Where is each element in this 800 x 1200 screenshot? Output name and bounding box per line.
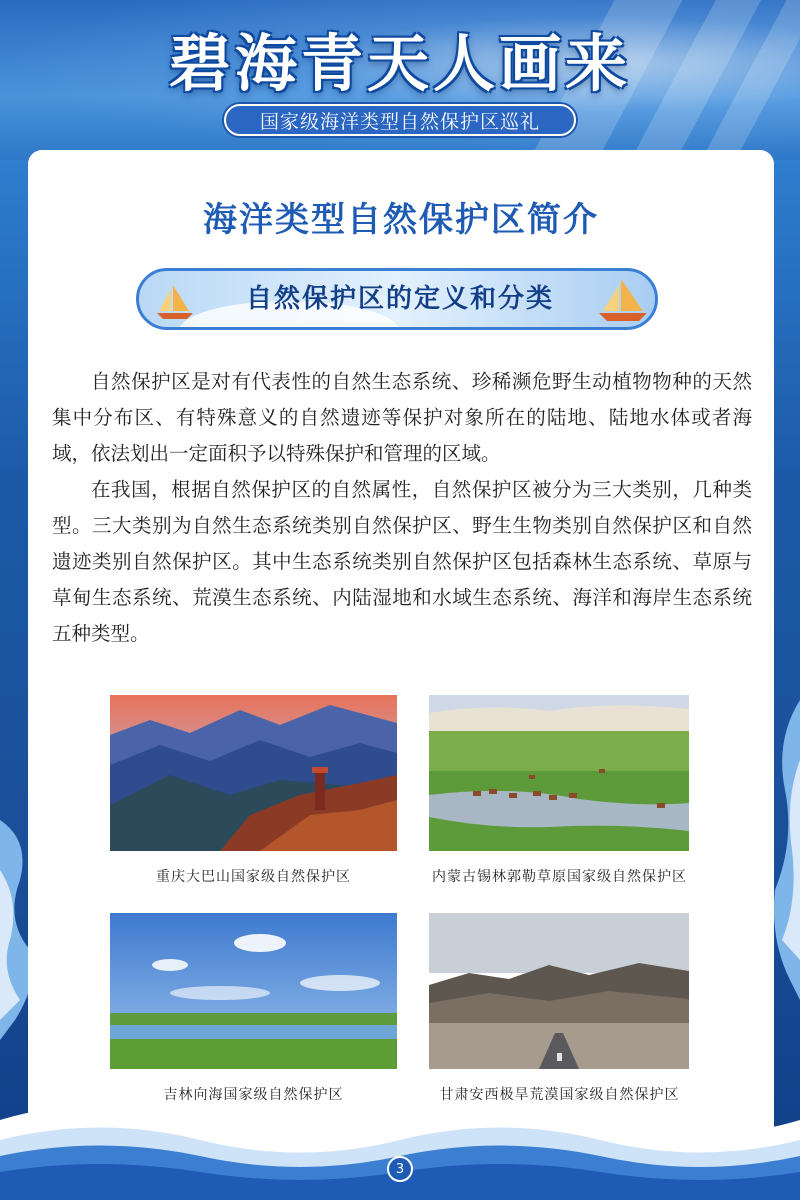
bottom-wave-decoration [0, 1080, 800, 1200]
photo-xilinguole [429, 695, 716, 851]
photo-caption: 吉林向海国家级自然保护区 [163, 1087, 344, 1103]
sailboat-icon [591, 277, 651, 323]
body-text [52, 364, 752, 652]
content-card [28, 150, 774, 1150]
header-banner [0, 0, 800, 160]
photo-dabashan [110, 695, 397, 851]
photo-caption: 内蒙古锡林郭勒草原国家级自然保护区 [432, 869, 687, 885]
photo-caption: 重庆大巴山国家级自然保护区 [156, 869, 351, 885]
right-wave-decoration [770, 680, 800, 1060]
paragraph: 自然保护区是对有代表性的自然生态系统、珍稀濒危野生动植物物种的天然集中分布区、有特殊意义的自然遗迹等保护对象所在的陆地、陆地水体或者海域，依法划出一定面积予以特殊保护和管理的区域。 [52, 370, 752, 465]
paragraph: 在我国，根据自然保护区的自然属性，自然保护区被分为三大类别，几种类型。三大类别为自然生态系统类别自然保护区、野生生物类别自然保护区和自然遗迹类别自然保护区。其中生态系统类别自然保护区包括森林生态系统、草原与草甸生态系统、荒漠生态系统、内陆湿地和水域生态系统、海洋和海岸生态系统五种类型。 [52, 478, 752, 645]
section-title: 海洋类型自然保护区简介 [203, 200, 599, 240]
subsection-banner [136, 268, 658, 330]
photo-xianghai [110, 913, 397, 1069]
page-number: 3 [387, 1156, 413, 1182]
page-title: 碧海青天人画来 [168, 27, 631, 100]
page-subtitle: 国家级海洋类型自然保护区巡礼 [224, 104, 576, 136]
subsection-title: 自然保护区的定义和分类 [245, 284, 554, 314]
photo-anxi [429, 913, 716, 1069]
photo-caption: 甘肃安西极旱荒漠国家级自然保护区 [439, 1087, 680, 1103]
